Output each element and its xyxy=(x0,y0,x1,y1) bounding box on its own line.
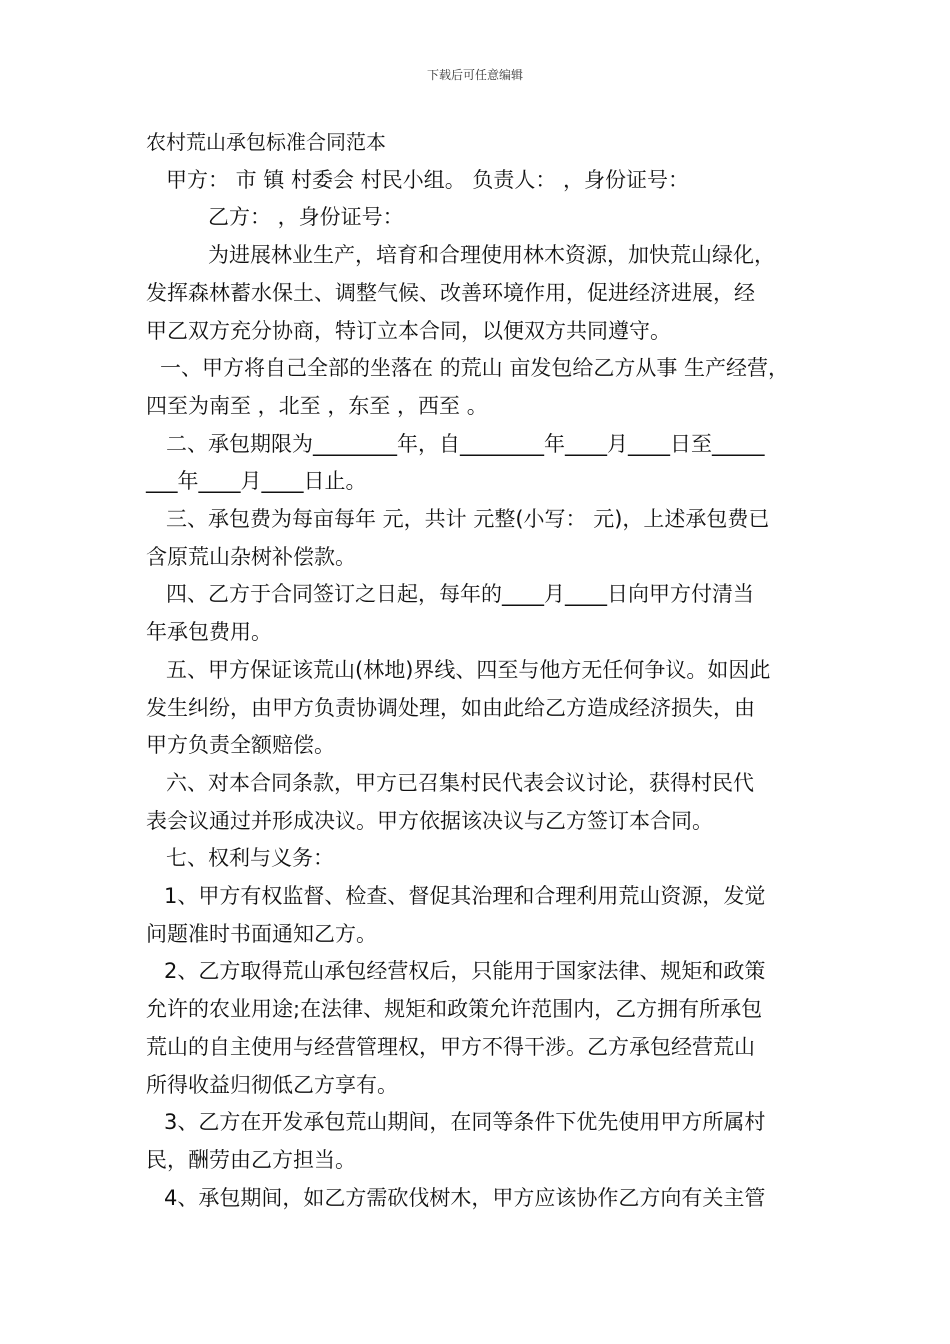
clause-line: 五、甲方保证该荒山(林地)界线、四至与他方无任何争议。如因此 xyxy=(166,657,771,682)
clause-line: 甲方负责全额赔偿。 xyxy=(146,733,335,758)
document-title: 农村荒山承包标准合同范本 xyxy=(146,130,386,154)
clause-line: 六、对本合同条款，甲方已召集村民代表会议讨论，获得村民代 xyxy=(166,770,754,795)
paragraph-line: 发挥森林蓄水保土、调整气候、改善环境作用，促进经济进展，经 xyxy=(146,280,755,305)
clause-heading: 七、权利与义务： xyxy=(166,846,334,871)
sub-clause-line: 所得收益归彻低乙方享有。 xyxy=(146,1072,398,1097)
contract-body xyxy=(146,124,814,1217)
clause-line: 四、乙方于合同签订之日起，每年的____月____日向甲方付清当 xyxy=(166,582,754,607)
clause-line: 年承包费用。 xyxy=(146,620,272,645)
clause-line: 含原荒山杂树补偿款。 xyxy=(146,544,356,569)
clause-line: 四至为南至 ，北至 ，东至 ，西至 。 xyxy=(146,393,488,418)
party-a-line: 甲方： 市 镇 村委会 村民小组。 负责人： ，身份证号： xyxy=(166,167,690,192)
party-b-line: 乙方： ，身份证号： xyxy=(208,205,404,230)
clause-line: 发生纠纷，由甲方负责协调处理，如由此给乙方造成经济损失，由 xyxy=(146,695,755,720)
clause-line: 表会议通过并形成决议。甲方依据该决议与乙方签订本合同。 xyxy=(146,808,713,833)
clause-line: ___年____月____日止。 xyxy=(146,469,367,494)
paragraph-line: 为进展林业生产，培育和合理使用林木资源，加快荒山绿化， xyxy=(208,243,775,268)
clause-line: 三、承包费为每亩每年 元，共计 元整(小写： 元)，上述承包费已 xyxy=(166,507,770,532)
clause-line: 二、承包期限为________年，自________年____月____日至_____ xyxy=(166,431,765,456)
sub-clause-line: 1、甲方有权监督、检查、督促其治理和合理利用荒山资源，发觉 xyxy=(164,884,766,909)
clause-line: 一、甲方将自己全部的坐落在 的荒山 亩发包给乙方从事 生产经营， xyxy=(160,356,790,381)
sub-clause-line: 3、乙方在开发承包荒山期间，在同等条件下优先使用甲方所属村 xyxy=(164,1110,766,1135)
sub-clause-line: 允许的农业用途;在法律、规矩和政策允许范围内，乙方拥有所承包 xyxy=(146,997,763,1022)
page-header: 下载后可任意编辑 xyxy=(426,68,523,82)
sub-clause-line: 4、承包期间，如乙方需砍伐树木，甲方应该协作乙方向有关主管 xyxy=(164,1185,766,1210)
sub-clause-line: 2、乙方取得荒山承包经营权后，只能用于国家法律、规矩和政策 xyxy=(164,959,766,984)
paragraph-line: 甲乙双方充分协商，特订立本合同，以便双方共同遵守。 xyxy=(146,318,671,343)
sub-clause-line: 荒山的自主使用与经营管理权，甲方不得干涉。乙方承包经营荒山 xyxy=(146,1034,755,1059)
sub-clause-line: 民，酬劳由乙方担当。 xyxy=(146,1147,356,1172)
sub-clause-line: 问题准时书面通知乙方。 xyxy=(146,921,377,946)
